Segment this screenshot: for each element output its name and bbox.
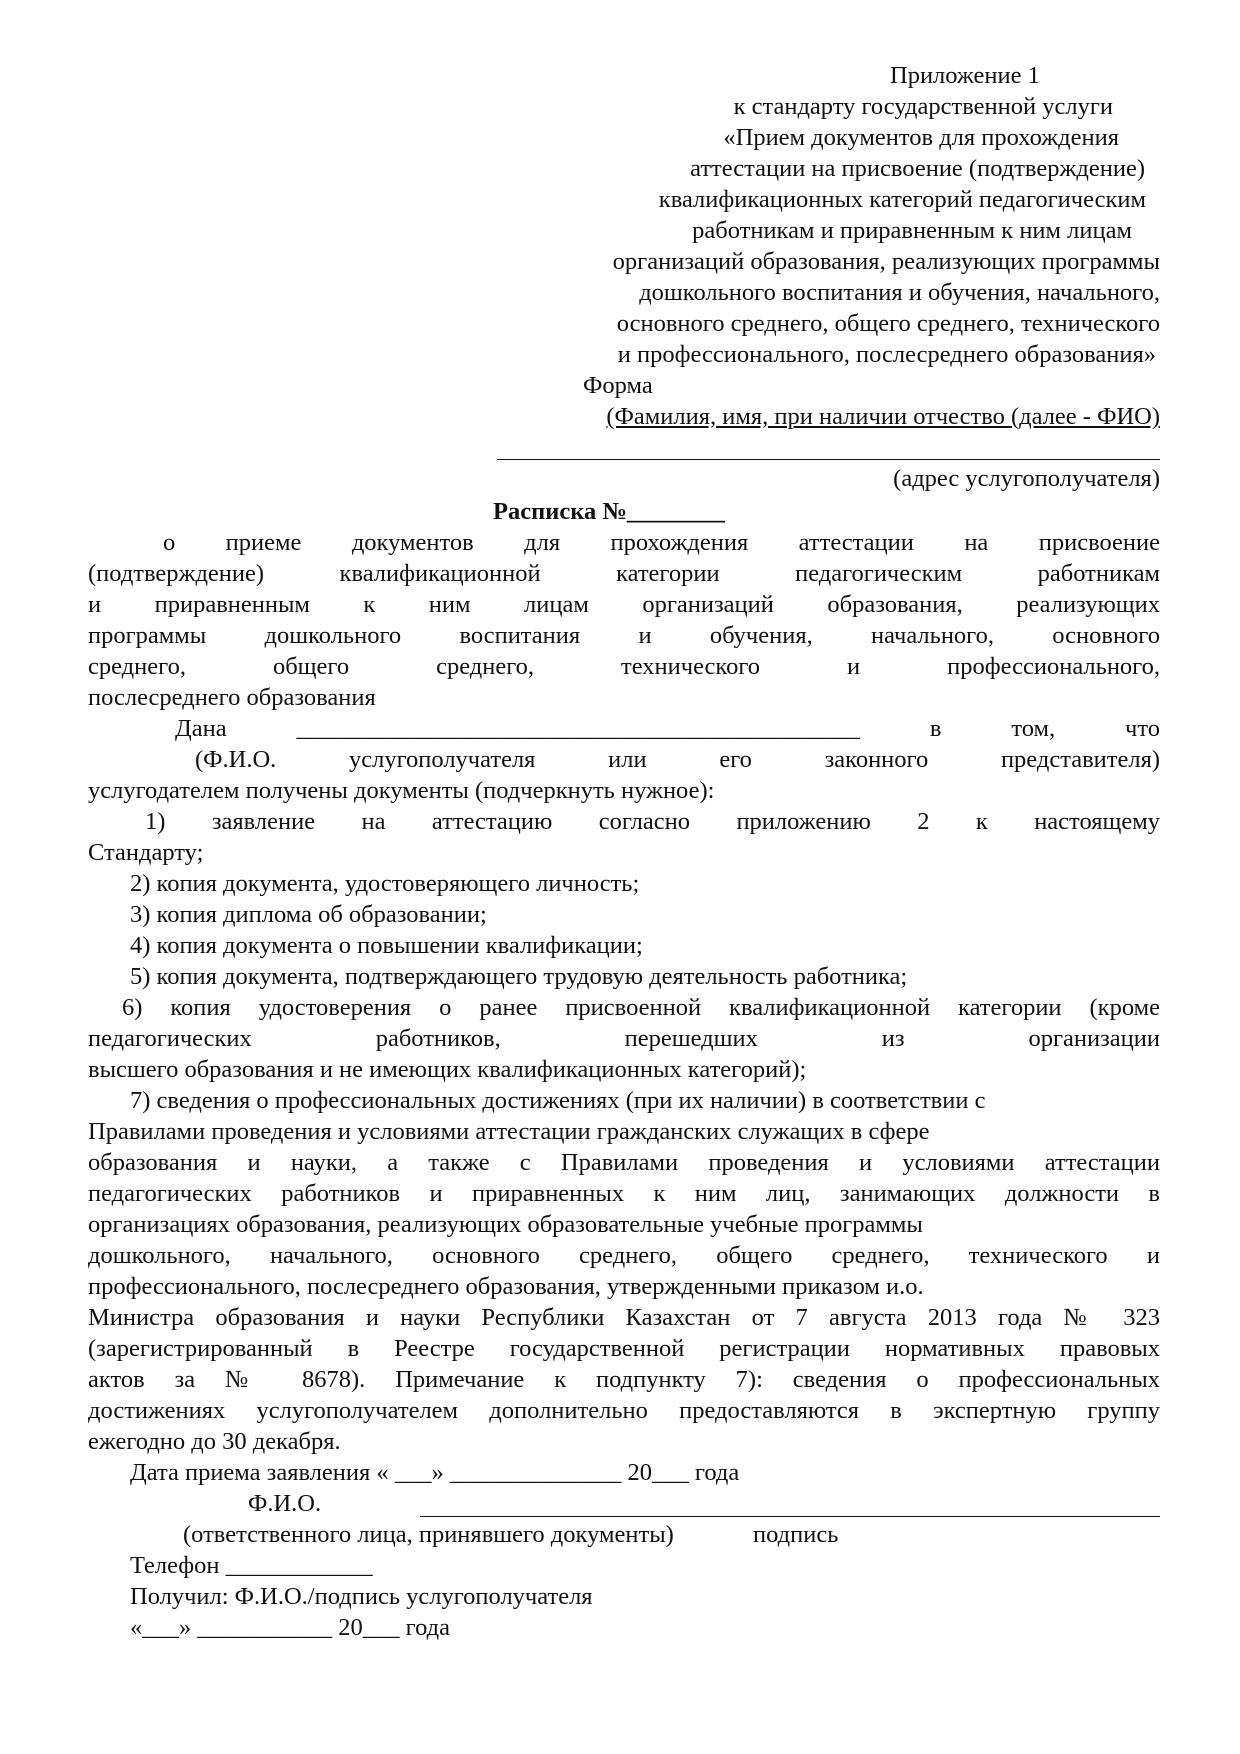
header-line: «Прием документов для прохождения xyxy=(723,124,1119,151)
fio-label: Ф.И.О. xyxy=(248,1490,322,1517)
phone-line: Телефон ____________ xyxy=(130,1552,373,1579)
list-item: 6) копия удостоверения о ранее присвоенной квалификационной категории (кроме xyxy=(122,994,1160,1021)
appendix-title: Приложение 1 xyxy=(890,62,1040,89)
intro-line: (подтверждение) квалификационной категории педагогическим работникам xyxy=(88,560,1160,587)
header-line: основного среднего, общего среднего, технического xyxy=(616,310,1160,337)
header-line: к стандарту государственной услуги xyxy=(733,93,1113,120)
signature-line xyxy=(420,1516,1160,1517)
list-item: 7) сведения о профессиональных достижениях (при их наличии) в соответствии с xyxy=(130,1087,986,1114)
intro-line: о приеме документов для прохождения аттестации на присвоение xyxy=(163,529,1160,556)
responsible-caption: (ответственного лица, принявшего документы) xyxy=(183,1521,674,1548)
list-item: педагогических работников и приравненных к ним лиц, занимающих должности в xyxy=(88,1180,1160,1207)
received-by-line: Получил: Ф.И.О./подпись услугополучателя xyxy=(130,1583,593,1610)
list-item: организациях образования, реализующих образовательные учебные программы xyxy=(88,1211,923,1238)
list-item: ежегодно до 30 декабря. xyxy=(88,1428,341,1455)
intro-line: среднего, общего среднего, технического и профессионального, xyxy=(88,653,1160,680)
list-item: 5) копия документа, подтверждающего трудовую деятельность работника; xyxy=(130,963,908,990)
list-item: Стандарту; xyxy=(88,839,204,866)
list-item: 2) копия документа, удостоверяющего личность; xyxy=(130,870,640,897)
header-line: аттестации на присвоение (подтверждение) xyxy=(690,155,1145,182)
header-line: работникам и приравненным к ним лицам xyxy=(692,217,1132,244)
header-line: квалификационных категорий педагогическим xyxy=(658,186,1146,213)
final-date-line: «___» ___________ 20___ года xyxy=(130,1614,450,1641)
signature-label: подпись xyxy=(753,1521,839,1548)
list-item: профессионального, послесреднего образования, утвержденными приказом и.о. xyxy=(88,1273,924,1300)
list-item: высшего образования и не имеющих квалификационных категорий); xyxy=(88,1056,807,1083)
given-line: Дана ______________________________________________ в том, что xyxy=(175,715,1160,742)
intro-line: и приравненным к ним лицам организаций образования, реализующих xyxy=(88,591,1160,618)
fio-caption: (Фамилия, имя, при наличии отчество (далее - ФИО) xyxy=(606,403,1160,430)
given-caption: (Ф.И.О. услугополучателя или его законного представителя) xyxy=(195,746,1160,773)
list-item: актов за № 8678). Примечание к подпункту 7): сведения о профессиональных xyxy=(88,1366,1160,1393)
list-item: Министра образования и науки Республики Казахстан от 7 августа 2013 года № 323 xyxy=(88,1304,1160,1331)
list-item: 4) копия документа о повышении квалификации; xyxy=(130,932,643,959)
address-caption: (адрес услугополучателя) xyxy=(893,465,1160,492)
list-item: педагогических работников, перешедших из организации xyxy=(88,1025,1160,1052)
date-received-line: Дата приема заявления « ___» ______________ 20___ года xyxy=(130,1459,740,1486)
form-label: Форма xyxy=(583,372,653,399)
header-line: организаций образования, реализующих программы xyxy=(612,248,1160,275)
address-line xyxy=(497,459,1160,460)
header-line: дошкольного воспитания и обучения, начального, xyxy=(639,279,1160,306)
list-item: 1) заявление на аттестацию согласно приложению 2 к настоящему xyxy=(145,808,1160,835)
list-item: дошкольного, начального, основного среднего, общего среднего, технического и xyxy=(88,1242,1160,1269)
list-item: 3) копия диплома об образовании; xyxy=(130,901,487,928)
intro-line: послесреднего образования xyxy=(88,684,376,711)
list-item: (зарегистрированный в Реестре государственной регистрации нормативных правовых xyxy=(88,1335,1160,1362)
received-docs-line: услугодателем получены документы (подчеркнуть нужное): xyxy=(88,777,715,804)
receipt-title: Расписка №________ xyxy=(493,498,725,525)
list-item: образования и науки, а также с Правилами проведения и условиями аттестации xyxy=(88,1149,1160,1176)
intro-line: программы дошкольного воспитания и обучения, начального, основного xyxy=(88,622,1160,649)
list-item: достижениях услугополучателем дополнительно предоставляются в экспертную группу xyxy=(88,1397,1160,1424)
list-item: Правилами проведения и условиями аттестации гражданских служащих в сфере xyxy=(88,1118,930,1145)
header-line: и профессионального, послесреднего образования» xyxy=(617,341,1156,368)
